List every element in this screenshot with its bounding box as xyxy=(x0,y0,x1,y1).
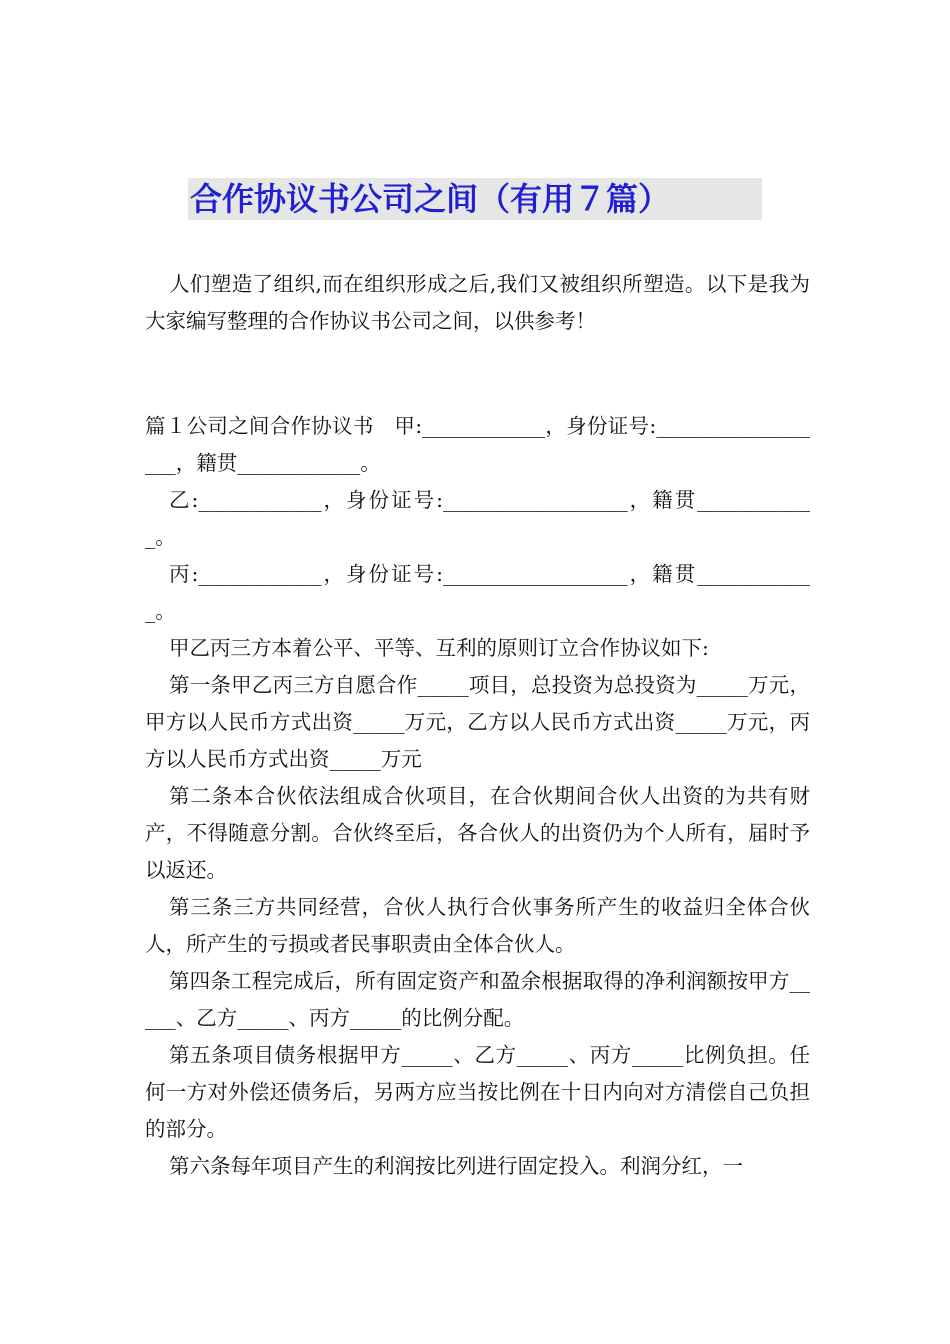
article-5-paragraph: 第五条项目债务根据甲方_____、乙方_____、丙方_____比例负担。任何一方对外偿还债务后，另两方应当按比例在十日内向对方清偿自己负担的部分。 xyxy=(145,1043,810,1141)
party-b-paragraph: 乙:____________，身份证号:__________________，籍贯____________。 xyxy=(145,488,810,549)
article-4-paragraph: 第四条工程完成后，所有固定资产和盈余根据取得的净利润额按甲方_____、乙方_____、丙方_____的比例分配。 xyxy=(145,969,810,1030)
principle-paragraph: 甲乙丙三方本着公平、平等、互利的原则订立合作协议如下: xyxy=(169,636,709,660)
article-1-paragraph: 第一条甲乙丙三方自愿合作_____项目，总投资为总投资为_____万元，甲方以人民币方式出资_____万元，乙方以人民币方式出资_____万元，丙方以人民币方式出资_____万元 xyxy=(145,673,810,771)
document-title: 合作协议书公司之间（有用７篇） xyxy=(190,180,671,218)
document-body xyxy=(145,266,810,1185)
party-c-paragraph: 丙:____________，身份证号:__________________，籍贯____________。 xyxy=(145,562,810,623)
section-heading-paragraph: 篇１公司之间合作协议书 甲:____________，身份证号:__________________，籍贯____________。 xyxy=(145,414,810,475)
article-2-paragraph: 第二条本合伙依法组成合伙项目，在合伙期间合伙人出资的为共有财产，不得随意分割。合伙终至后，各合伙人的出资仍为个人所有，届时予以返还。 xyxy=(145,784,810,882)
paragraph-gap xyxy=(145,340,810,408)
article-3-paragraph: 第三条三方共同经营，合伙人执行合伙事务所产生的收益归全体合伙人，所产生的亏损或者民事职责由全体合伙人。 xyxy=(145,895,810,956)
article-6-paragraph: 第六条每年项目产生的利润按比列进行固定投入。利润分红，一 xyxy=(169,1154,743,1178)
intro-paragraph: 人们塑造了组织,而在组织形成之后,我们又被组织所塑造。以下是我为大家编写整理的合作协议书公司之间，以供参考！ xyxy=(145,272,810,333)
